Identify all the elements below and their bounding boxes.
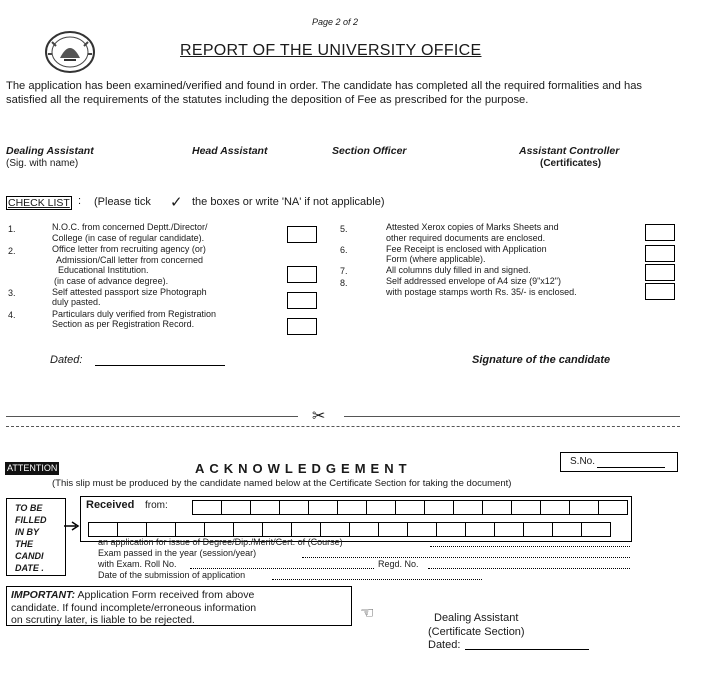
name-char-cell[interactable] xyxy=(378,522,408,537)
name-char-cell[interactable] xyxy=(250,500,280,515)
checklist-item-text: Section as per Registration Record. xyxy=(52,319,195,329)
checklist-item-text: Self addressed envelope of A4 size (9"x12") xyxy=(386,276,561,286)
dashed-divider xyxy=(6,426,680,427)
name-char-cell[interactable] xyxy=(117,522,147,537)
regd-no-input-line[interactable] xyxy=(428,568,630,569)
to-be-filled-line: FILLED xyxy=(15,515,47,525)
checkbox-item-8[interactable] xyxy=(645,283,675,300)
dealing-dated-line[interactable] xyxy=(465,649,589,650)
name-char-cell[interactable] xyxy=(436,522,466,537)
received-label: Received xyxy=(86,499,135,511)
serial-number-box[interactable] xyxy=(560,452,678,472)
checklist-item-text: (in case of advance degree). xyxy=(54,276,169,286)
name-char-cell[interactable] xyxy=(465,522,495,537)
checklist-colon: : xyxy=(78,195,82,207)
name-char-cell[interactable] xyxy=(581,522,611,537)
name-char-cell[interactable] xyxy=(221,500,251,515)
name-char-cell[interactable] xyxy=(395,500,425,515)
important-text-2: candidate. If found incomplete/erroneous information xyxy=(11,601,257,614)
name-char-cell[interactable] xyxy=(146,522,176,537)
cut-line-left xyxy=(6,416,298,417)
received-from-label: from: xyxy=(145,500,168,511)
name-char-cell[interactable] xyxy=(233,522,263,537)
application-line-label: an application for issue of Degree/Dip./Merit/Cert. of (Course) xyxy=(98,537,343,547)
name-char-cell[interactable] xyxy=(320,522,350,537)
item-number: 5. xyxy=(340,224,348,234)
checkbox-item-3[interactable] xyxy=(287,292,317,309)
checkbox-item-4[interactable] xyxy=(287,318,317,335)
checklist-item-text: N.O.C. from concerned Deptt./Director/ xyxy=(52,222,208,232)
roll-no-input-line[interactable] xyxy=(190,568,374,569)
dealing-assistant-block xyxy=(428,612,525,653)
to-be-filled-box xyxy=(6,498,66,576)
name-char-cell[interactable] xyxy=(291,522,321,537)
checklist-item-text: All columns duly filled in and signed. xyxy=(386,265,531,275)
name-char-cell[interactable] xyxy=(308,500,338,515)
name-char-cell[interactable] xyxy=(511,500,541,515)
important-notice xyxy=(6,586,352,626)
name-char-cell[interactable] xyxy=(569,500,599,515)
checklist-item-text: Attested Xerox copies of Marks Sheets and xyxy=(386,222,559,232)
to-be-filled-line: TO BE xyxy=(15,503,43,513)
checkmark-icon: ✓ xyxy=(170,194,183,211)
checklist-tag: CHECK LIST xyxy=(8,197,70,209)
checklist-item-text: with postage stamps worth Rs. 35/- is enclosed. xyxy=(386,287,577,297)
cut-line-right xyxy=(344,416,680,417)
page-title: REPORT OF THE UNIVERSITY OFFICE xyxy=(180,42,482,59)
name-char-cell[interactable] xyxy=(175,522,205,537)
checkbox-item-7[interactable] xyxy=(645,264,675,281)
name-char-cell[interactable] xyxy=(204,522,234,537)
checklist-item-text: Particulars duly verified from Registration xyxy=(52,309,217,319)
to-be-filled-line: CANDI xyxy=(15,551,44,561)
dealing-assistant-sub: (Sig. with name) xyxy=(6,158,79,169)
name-char-cell[interactable] xyxy=(552,522,582,537)
checklist-item-text: College (in case of regular candidate). xyxy=(52,233,205,243)
name-char-cell[interactable] xyxy=(523,522,553,537)
checklist-item-text: Self attested passport size Photograph xyxy=(52,287,207,297)
acknowledgement-title: ACKNOWLEDGEMENT xyxy=(195,461,412,476)
to-be-filled-line: IN BY xyxy=(15,527,40,537)
item-number: 7. xyxy=(340,266,348,276)
checklist-item-text: Fee Receipt is enclosed with Application xyxy=(386,244,547,254)
important-text-3: on scrutiny later, is liable to be rejected. xyxy=(11,614,195,626)
checkbox-item-2[interactable] xyxy=(287,266,317,283)
name-char-cell[interactable] xyxy=(262,522,292,537)
assistant-controller-label: Assistant Controller xyxy=(519,145,620,157)
checklist-item-text: Form (where applicable). xyxy=(386,254,486,264)
scissors-icon: ✂ xyxy=(312,408,326,425)
exam-year-input-line[interactable] xyxy=(302,557,630,558)
course-input-line[interactable] xyxy=(430,546,630,547)
important-text-1: Application Form received from above xyxy=(75,589,255,601)
assistant-controller-sub: (Certificates) xyxy=(540,158,602,169)
checkbox-item-5[interactable] xyxy=(645,224,675,241)
name-char-cell[interactable] xyxy=(598,500,628,515)
pointing-hand-icon: ☜ xyxy=(360,605,375,622)
to-be-filled-line: DATE . xyxy=(15,563,44,573)
name-char-cell[interactable] xyxy=(494,522,524,537)
to-be-filled-line: THE xyxy=(15,539,33,549)
dealing-assistant-dated: Dated: xyxy=(428,639,461,651)
attention-badge: ATTENTION xyxy=(7,463,58,473)
name-char-cell[interactable] xyxy=(366,500,396,515)
item-number: 4. xyxy=(8,310,16,320)
name-char-cell[interactable] xyxy=(453,500,483,515)
head-assistant-label: Head Assistant xyxy=(192,145,268,157)
item-number: 3. xyxy=(8,288,16,298)
serial-number-line xyxy=(597,467,665,468)
item-number: 8. xyxy=(340,278,348,288)
dated-input-line[interactable] xyxy=(95,365,225,366)
name-char-cell[interactable] xyxy=(407,522,437,537)
item-number: 2. xyxy=(8,246,16,256)
name-char-cell[interactable] xyxy=(337,500,367,515)
checklist-item-text: Educational Institution. xyxy=(58,265,149,275)
regd-no-label: Regd. No. xyxy=(378,559,419,569)
roll-no-label: with Exam. Roll No. xyxy=(98,559,177,569)
acknowledgement-note: (This slip must be produced by the candidate named below at the Certificate Section for taking the document) xyxy=(52,478,512,489)
exam-year-label: Exam passed in the year (session/year) xyxy=(98,548,257,558)
name-char-cell[interactable] xyxy=(540,500,570,515)
name-char-cell[interactable] xyxy=(192,500,222,515)
name-char-cell[interactable] xyxy=(279,500,309,515)
name-char-cell[interactable] xyxy=(88,522,118,537)
checklist-item-text: Office letter from recruiting agency (or) xyxy=(52,244,206,254)
checkbox-item-6[interactable] xyxy=(645,245,675,262)
item-number: 1. xyxy=(8,224,16,234)
checklist-note: (Please tick xyxy=(94,196,151,208)
checkbox-item-1[interactable] xyxy=(287,226,317,243)
dealing-assistant-title: Dealing Assistant xyxy=(434,612,519,624)
page-number: Page 2 of 2 xyxy=(312,17,359,27)
checklist-item-text: Admission/Call letter from concerned xyxy=(56,255,204,265)
university-seal-icon xyxy=(42,28,98,76)
dealing-assistant-section: (Certificate Section) xyxy=(428,625,525,638)
candidate-signature-label: Signature of the candidate xyxy=(472,354,611,366)
item-number: 6. xyxy=(340,245,348,255)
checklist-note-tail: the boxes or write 'NA' if not applicable) xyxy=(192,196,385,208)
checklist-item-text: duly pasted. xyxy=(52,297,101,307)
dealing-assistant-label: Dealing Assistant xyxy=(6,145,94,157)
name-char-cell[interactable] xyxy=(424,500,454,515)
important-label: IMPORTANT: xyxy=(11,589,76,601)
intro-paragraph: The application has been examined/verified and found in order. The candidate has completed all the required formalities and has satisfied all the requirements of the statutes including the deposition of Fee as prescribed for the purpose. xyxy=(6,80,643,106)
section-officer-label: Section Officer xyxy=(332,145,407,157)
dated-label: Dated: xyxy=(50,354,83,366)
submission-date-label: Date of the submission of application xyxy=(98,570,246,580)
serial-number-label: S.No. xyxy=(570,456,596,467)
name-char-cell[interactable] xyxy=(482,500,512,515)
name-char-cell[interactable] xyxy=(349,522,379,537)
checklist-item-text: other required documents are enclosed. xyxy=(386,233,546,243)
submission-date-input-line[interactable] xyxy=(272,579,482,580)
